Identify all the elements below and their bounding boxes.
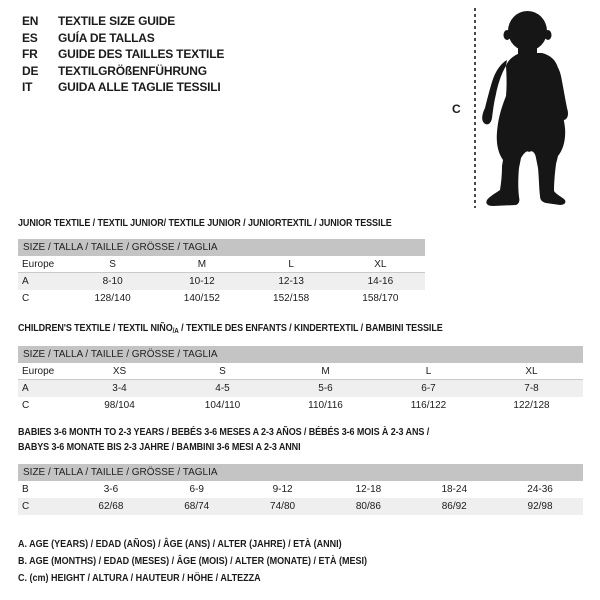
cell-value: 104/110 — [204, 400, 241, 411]
junior-size-table — [18, 239, 425, 307]
cell-value: 152/158 — [273, 293, 310, 304]
children-size-table — [18, 346, 583, 414]
cell-value: 86/92 — [441, 501, 467, 512]
height-measure-line — [474, 8, 476, 208]
children-title-sub: /A — [172, 328, 179, 335]
row-label: C — [22, 293, 30, 304]
size-header-bar: SIZE / TALLA / TAILLE / GRÖSSE / TAGLIA — [18, 346, 583, 363]
cell-value: 3-4 — [112, 383, 127, 394]
height-label-c: C — [452, 102, 461, 116]
language-row — [22, 13, 224, 30]
language-label: TEXTILE SIZE GUIDE — [58, 14, 176, 28]
cell-value: 14-16 — [367, 276, 394, 287]
cell-value: 92/98 — [527, 501, 553, 512]
cell-value: 98/104 — [104, 400, 135, 411]
cell-value: M — [197, 259, 207, 270]
row-label: A — [22, 276, 29, 287]
cell-value: 24-36 — [527, 484, 553, 495]
cell-value: 140/152 — [183, 293, 220, 304]
language-code: IT — [22, 80, 33, 94]
table-row-c — [18, 498, 583, 515]
cell-value: XS — [112, 366, 127, 377]
children-title-pre: CHILDREN'S TEXTILE / TEXTIL NIÑO — [18, 323, 173, 334]
size-header-bar: SIZE / TALLA / TAILLE / GRÖSSE / TAGLIA — [18, 464, 583, 481]
table-row-c — [18, 290, 425, 307]
cell-value: 5-6 — [318, 383, 333, 394]
size-header-bar: SIZE / TALLA / TAILLE / GRÖSSE / TAGLIA — [18, 239, 425, 256]
cell-value: 6-7 — [421, 383, 436, 394]
language-row — [22, 63, 224, 80]
junior-title-text: JUNIOR TEXTILE / TEXTIL JUNIOR/ TEXTILE JUNIOR / JUNIORTEXTIL / JUNIOR TESSILE — [18, 218, 392, 229]
cell-value: 18-24 — [441, 484, 468, 495]
cell-value: 8-10 — [102, 276, 123, 287]
baby-silhouette-icon — [480, 6, 598, 210]
cell-value: 62/68 — [98, 501, 124, 512]
cell-value: 3-6 — [103, 484, 119, 495]
babies-table-title — [18, 425, 475, 455]
row-label: C — [22, 501, 30, 512]
cell-value: 80/86 — [355, 501, 381, 512]
footnote-line-c: C. (cm) HEIGHT / ALTURA / HAUTEUR / HÖHE / ALTEZZA — [18, 573, 261, 584]
children-title-post: / TEXTILE DES ENFANTS / KINDERTEXTIL / BAMBINI TESSILE — [178, 323, 443, 334]
row-label: A — [22, 383, 29, 394]
cell-value: S — [219, 366, 226, 377]
cell-value: 128/140 — [94, 293, 131, 304]
language-row — [22, 46, 224, 63]
cell-value: 122/128 — [513, 400, 550, 411]
row-label: Europe — [22, 259, 55, 270]
language-row — [22, 30, 224, 47]
table-row-a — [18, 273, 425, 290]
cell-value: 74/80 — [270, 501, 296, 512]
cell-value: 9-12 — [272, 484, 293, 495]
babies-title-line1: BABIES 3-6 MONTH TO 2-3 YEARS / BEBÉS 3-6 MESES A 2-3 AÑOS / BÉBÉS 3-6 MOIS À 2-3 ANS / — [18, 427, 430, 438]
junior-table-title — [18, 216, 433, 231]
children-table-title — [18, 321, 490, 339]
babies-title-line2: BABYS 3-6 MONATE BIS 2-3 JAHRE / BAMBINI 3-6 MESI A 2-3 ANNI — [18, 442, 301, 453]
language-code: FR — [22, 47, 38, 61]
row-label: B — [22, 484, 29, 495]
table-row-europe — [18, 363, 583, 380]
footnote-line-a: A. AGE (YEARS) / EDAD (AÑOS) / ÂGE (ANS) / ALTER (JAHRE) / ETÀ (ANNI) — [18, 539, 342, 550]
cell-value: 116/122 — [410, 400, 447, 411]
language-code: DE — [22, 63, 39, 78]
cell-value: S — [109, 259, 116, 270]
cell-value: 68/74 — [184, 501, 210, 512]
cell-value: L — [425, 366, 432, 377]
children-title-text — [18, 321, 443, 339]
cell-value: 4-5 — [215, 383, 230, 394]
language-code: EN — [22, 14, 39, 28]
footnote-line-b: B. AGE (MONTHS) / EDAD (MESES) / ÂGE (MOIS) / ALTER (MONATE) / ETÀ (MESI) — [18, 556, 367, 567]
cell-value: 12-13 — [278, 276, 304, 287]
row-label: Europe — [22, 366, 55, 377]
language-code: ES — [22, 30, 38, 45]
table-row-a — [18, 380, 583, 397]
table-row-b — [18, 481, 583, 498]
language-label: GUIDA ALLE TAGLIE TESSILI — [58, 80, 221, 94]
cell-value: 7-8 — [524, 383, 539, 394]
cell-value: 10-12 — [189, 276, 215, 287]
row-label: C — [22, 400, 30, 411]
language-row — [22, 79, 224, 96]
language-header — [22, 13, 224, 96]
cell-value: 6-9 — [189, 484, 204, 495]
babies-size-table — [18, 464, 583, 515]
cell-value: M — [321, 366, 330, 377]
footnotes — [18, 536, 406, 587]
language-label: GUIDE DES TAILLES TEXTILE — [58, 47, 225, 61]
cell-value: 110/116 — [308, 400, 343, 411]
table-row-europe — [18, 256, 425, 273]
cell-value: XL — [374, 259, 387, 270]
language-label: GUÍA DE TALLAS — [58, 30, 155, 45]
cell-value: XL — [525, 366, 538, 377]
table-row-c — [18, 397, 583, 414]
cell-value: 158/170 — [362, 293, 399, 304]
cell-value: L — [288, 259, 294, 270]
cell-value: 12-18 — [355, 484, 382, 495]
language-label: TEXTILGRÖßENFÜHRUNG — [58, 63, 207, 78]
